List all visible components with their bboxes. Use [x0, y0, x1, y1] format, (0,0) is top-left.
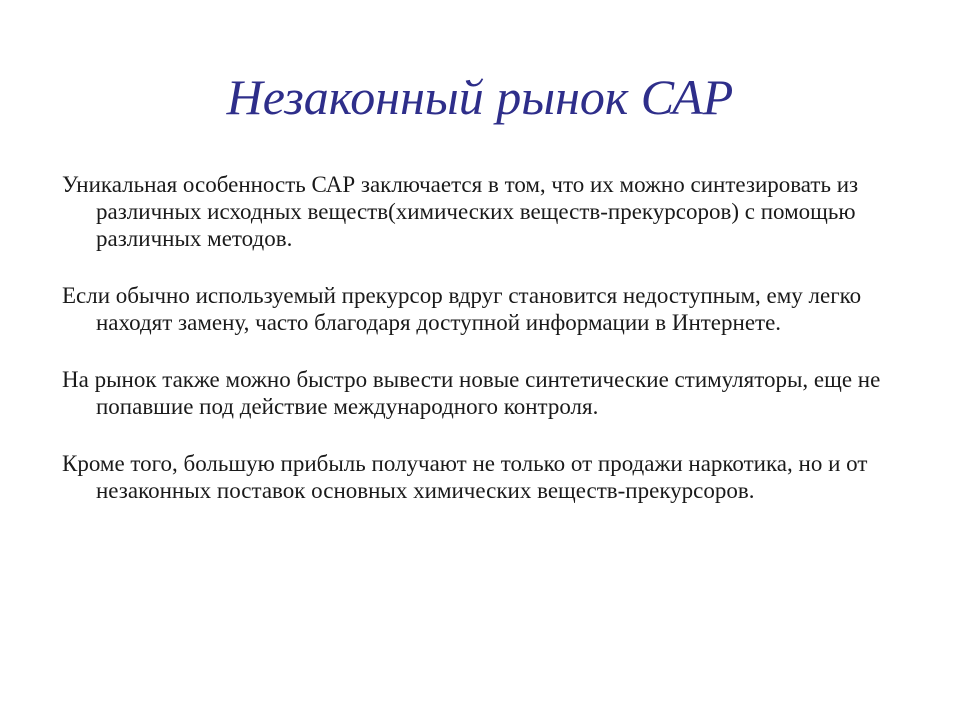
paragraph-precursor-replacement: Если обычно используемый прекурсор вдруг становится недоступным, ему легко находят замену, часто благодаря доступной информации в Интернете.: [62, 283, 862, 335]
slide-body: [62, 171, 912, 504]
slide-title: Незаконный рынок САР: [226, 69, 734, 125]
paragraph-new-stimulants: На рынок также можно быстро вывести новые синтетические стимуляторы, еще не попавшие под действие международного контроля.: [62, 367, 881, 419]
paragraph-unique-feature: Уникальная особенность САР заключается в том, что их можно синтезировать из различных исходных веществ(химических веществ-прекурсоров) с помощью различных методов.: [62, 172, 859, 251]
paragraph-profit: Кроме того, большую прибыль получают не только от продажи наркотика, но и от незаконных поставок основных химических веществ-прекурсоров.: [62, 451, 868, 503]
